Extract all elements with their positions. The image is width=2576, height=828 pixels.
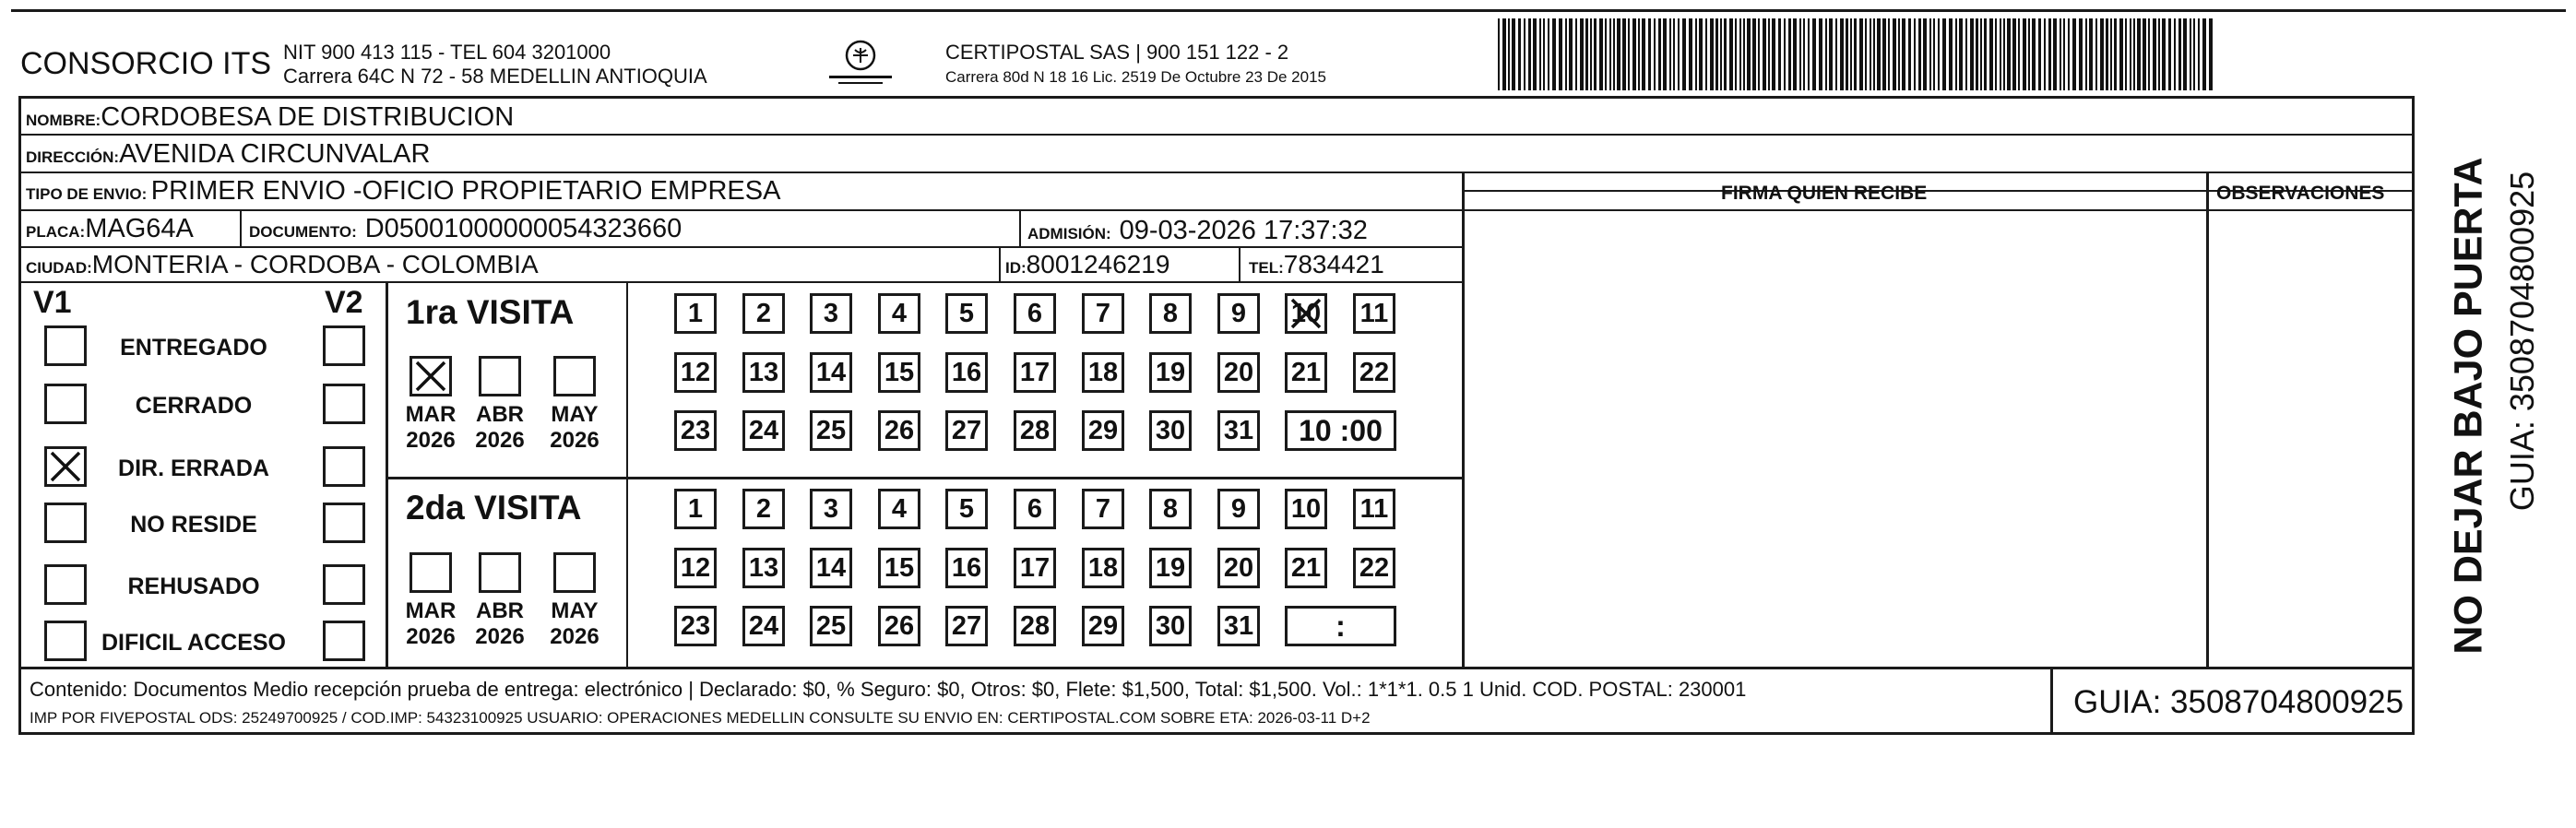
second-month-label: [468, 598, 532, 649]
second-day-cell[interactable]: [742, 489, 785, 529]
day-number: 3: [823, 493, 839, 524]
day-number: 10: [1290, 493, 1322, 524]
month-year: 2026: [475, 623, 525, 649]
company-nit: NIT 900 413 115 - TEL 604 3201000: [283, 41, 611, 64]
month-name: MAR: [405, 402, 457, 427]
first-day-cell[interactable]: [1014, 410, 1056, 451]
guia-box-border: [2050, 667, 2053, 735]
admision-value: 09-03-2026 17:37:32: [1119, 216, 1368, 245]
v1-checkbox[interactable]: [44, 621, 87, 661]
first-day-cell[interactable]: [1285, 352, 1327, 393]
footer-sep: [18, 667, 2415, 669]
second-day-cell[interactable]: [1217, 548, 1260, 588]
first-month-checkbox[interactable]: [410, 356, 452, 396]
day-number: 16: [951, 357, 982, 387]
first-month-checkbox[interactable]: [553, 356, 596, 396]
first-day-cell[interactable]: [674, 293, 717, 334]
first-day-cell[interactable]: [810, 293, 852, 334]
day-number: 12: [680, 552, 711, 583]
day-number: 26: [884, 610, 915, 641]
day-number: 20: [1223, 357, 1254, 387]
id-label: ID:: [1005, 259, 1027, 277]
day-number: 13: [748, 357, 779, 387]
day-number: 21: [1290, 552, 1322, 583]
first-day-cell[interactable]: [1149, 410, 1192, 451]
v2-checkbox[interactable]: [323, 564, 365, 605]
day-number: 23: [680, 415, 711, 445]
direccion-label: DIRECCIÓN:: [26, 148, 120, 166]
nombre-label: NOMBRE:: [26, 112, 101, 129]
month-name: MAY: [551, 598, 599, 623]
placa-field: [26, 216, 194, 242]
first-time-box[interactable]: [1285, 410, 1396, 451]
placa-sep: [240, 209, 242, 247]
day-number: 20: [1223, 552, 1254, 583]
day-number: 14: [815, 357, 847, 387]
carrier-license: Carrera 80d N 18 16 Lic. 2519 De Octubre 23 De 2015: [945, 68, 1326, 86]
v1-checkbox[interactable]: [44, 384, 87, 424]
second-day-cell[interactable]: [810, 548, 852, 588]
first-day-cell[interactable]: [1217, 410, 1260, 451]
day-number: 28: [1019, 415, 1051, 445]
month-year: 2026: [550, 623, 599, 649]
observaciones-label: OBSERVACIONES: [2216, 183, 2385, 204]
id-sep: [999, 246, 1001, 282]
company-address: Carrera 64C N 72 - 58 MEDELLIN ANTIOQUIA: [283, 65, 707, 88]
day-number: 3: [823, 298, 839, 328]
first-day-cell[interactable]: [1014, 293, 1056, 334]
day-number: 7: [1095, 298, 1111, 328]
day-number: 18: [1087, 357, 1119, 387]
v2-checkbox[interactable]: [323, 503, 365, 543]
second-day-cell[interactable]: [674, 606, 717, 646]
admision-label: ADMISIÓN:: [1027, 225, 1111, 242]
month-year: 2026: [550, 427, 599, 453]
day-number: 31: [1223, 610, 1254, 641]
first-day-cell[interactable]: [1082, 410, 1124, 451]
first-day-cell[interactable]: [1217, 352, 1260, 393]
second-month-checkbox[interactable]: [410, 552, 452, 593]
day-number: 4: [891, 298, 908, 328]
day-number: 9: [1230, 493, 1247, 524]
second-day-cell[interactable]: [1014, 548, 1056, 588]
day-number: 22: [1359, 552, 1390, 583]
day-number: 9: [1230, 298, 1247, 328]
day-number: 30: [1155, 610, 1186, 641]
day-number: 1: [687, 493, 704, 524]
day-number: 2: [755, 298, 772, 328]
second-day-cell[interactable]: [1217, 489, 1260, 529]
day-number: 8: [1162, 298, 1179, 328]
barcode: [1498, 18, 2217, 90]
first-month-checkbox[interactable]: [479, 356, 521, 396]
documento-field: [249, 216, 682, 242]
first-day-cell[interactable]: [810, 352, 852, 393]
v2-checkbox[interactable]: [323, 325, 365, 366]
day-number: 10: [1290, 298, 1322, 328]
month-name: ABR: [476, 402, 524, 427]
status-label: ENTREGADO: [120, 335, 267, 361]
footer-contenido: Contenido: Documentos Medio recepción prueba de entrega: electrónico | Declarado: $0, % Seguro: $0, Otros: $0, Flete: $1,500, Total: $1,500. Vol.: 1*1*1. 0.5 1 Unid. COD. POSTAL: 230001: [30, 678, 1747, 701]
ciudad-label: CIUDAD:: [26, 259, 92, 277]
second-day-cell[interactable]: [742, 548, 785, 588]
first-day-cell[interactable]: [945, 293, 988, 334]
month-year: 2026: [406, 623, 456, 649]
v1-label: V1: [33, 285, 72, 320]
tel-label: TEL:: [1249, 259, 1284, 277]
documento-label: DOCUMENTO:: [249, 223, 357, 241]
second-month-checkbox[interactable]: [553, 552, 596, 593]
first-day-cell[interactable]: [1353, 352, 1395, 393]
day-number: 16: [951, 552, 982, 583]
second-day-cell[interactable]: [1353, 489, 1395, 529]
day-number: 26: [884, 415, 915, 445]
day-number: 11: [1359, 493, 1389, 524]
ciudad-field: [26, 252, 539, 278]
firma-label: FIRMA QUIEN RECIBE: [1721, 183, 1928, 204]
first-day-cell[interactable]: [945, 410, 988, 451]
row-sep-4: [18, 246, 1462, 248]
day-number: 15: [884, 357, 915, 387]
second-day-cell[interactable]: [1014, 489, 1056, 529]
obs-left-border: [2206, 172, 2209, 668]
month-name: MAY: [551, 402, 599, 427]
frame-left: [18, 96, 21, 735]
id-field: [1005, 252, 1169, 278]
first-day-cell[interactable]: [1082, 293, 1124, 334]
v2-checkbox[interactable]: [323, 446, 365, 487]
day-number: 2: [755, 493, 772, 524]
month-name: MAR: [405, 598, 457, 623]
first-day-cell[interactable]: [742, 352, 785, 393]
status-label: REHUSADO: [127, 574, 260, 599]
second-day-cell[interactable]: [878, 489, 920, 529]
day-number: 13: [748, 552, 779, 583]
placa-value: MAG64A: [85, 214, 194, 243]
day-number: 6: [1027, 298, 1043, 328]
second-day-cell[interactable]: [1353, 548, 1395, 588]
first-day-cell[interactable]: [1149, 352, 1192, 393]
first-day-cell[interactable]: [1217, 293, 1260, 334]
visit-left-border: [386, 281, 388, 668]
second-day-cell[interactable]: [674, 489, 717, 529]
time-value: 10 :00: [1299, 414, 1383, 447]
month-year: 2026: [475, 427, 525, 453]
first-day-cell[interactable]: [1149, 293, 1192, 334]
visit-sep: [386, 477, 1462, 479]
day-number: 1: [687, 298, 704, 328]
row-sep-1: [18, 134, 2415, 136]
month-year: 2026: [406, 427, 456, 453]
second-day-cell[interactable]: [1285, 548, 1327, 588]
tel-value: 7834421: [1283, 250, 1384, 278]
first-visit-title: 1ra VISITA: [406, 293, 575, 331]
day-number: 15: [884, 552, 915, 583]
documento-value: D05001000000054323660: [364, 214, 683, 243]
second-month-label: [542, 598, 607, 649]
side-guia: GUIA: 3508704800925: [2503, 171, 2541, 512]
day-number: 30: [1155, 415, 1186, 445]
day-number: 7: [1095, 493, 1111, 524]
first-day-cell[interactable]: [878, 352, 920, 393]
second-day-cell[interactable]: [742, 606, 785, 646]
second-day-cell[interactable]: [1285, 489, 1327, 529]
first-day-cell[interactable]: [878, 293, 920, 334]
first-day-cell[interactable]: [1014, 352, 1056, 393]
tipo-envio-label: TIPO DE ENVIO:: [26, 185, 148, 203]
first-month-label: [542, 402, 607, 453]
v2-checkbox[interactable]: [323, 384, 365, 424]
v1-checkbox[interactable]: [44, 325, 87, 366]
visit-mid-border: [626, 281, 628, 668]
x-mark-icon: [1288, 296, 1324, 331]
status-label: DIFICIL ACCESO: [101, 630, 287, 656]
second-day-cell[interactable]: [674, 548, 717, 588]
status-label: DIR. ERRADA: [118, 455, 269, 481]
second-day-cell[interactable]: [945, 606, 988, 646]
second-day-cell[interactable]: [878, 548, 920, 588]
day-number: 6: [1027, 493, 1043, 524]
tel-field: [1249, 252, 1384, 278]
first-day-cell[interactable]: [810, 410, 852, 451]
day-number: 22: [1359, 357, 1390, 387]
second-day-cell[interactable]: [1014, 606, 1056, 646]
day-number: 12: [680, 357, 711, 387]
first-day-cell[interactable]: [674, 352, 717, 393]
second-day-cell[interactable]: [1149, 548, 1192, 588]
day-number: 19: [1155, 357, 1186, 387]
row-sep-2: [18, 172, 2415, 173]
nombre-value: CORDOBESA DE DISTRIBUCION: [101, 102, 515, 132]
day-number: 25: [815, 415, 847, 445]
first-day-cell[interactable]: [742, 293, 785, 334]
first-day-cell[interactable]: [1082, 352, 1124, 393]
admision-field: [1027, 218, 1368, 244]
second-day-cell[interactable]: [1082, 548, 1124, 588]
month-name: ABR: [476, 598, 524, 623]
second-month-checkbox[interactable]: [479, 552, 521, 593]
first-day-cell[interactable]: [878, 410, 920, 451]
direccion-field: [26, 141, 430, 168]
second-month-label: [398, 598, 463, 649]
second-day-cell[interactable]: [1082, 489, 1124, 529]
placa-label: PLACA:: [26, 223, 86, 241]
row-sep-5: [18, 281, 1462, 283]
first-day-cell[interactable]: [945, 352, 988, 393]
second-day-cell[interactable]: [1149, 606, 1192, 646]
status-label: CERRADO: [135, 393, 253, 419]
x-mark-icon: [412, 359, 449, 394]
tipo-envio-value: PRIMER ENVIO -OFICIO PROPIETARIO EMPRESA: [150, 176, 781, 206]
id-value: 8001246219: [1026, 250, 1170, 278]
day-number: 24: [748, 610, 779, 641]
row-sep-3: [18, 209, 2415, 211]
x-mark-icon: [47, 449, 84, 484]
top-rule: [11, 9, 2566, 12]
frame-top: [18, 96, 2415, 99]
v1-checkbox[interactable]: [44, 503, 87, 543]
day-number: 29: [1087, 415, 1119, 445]
second-day-cell[interactable]: [945, 489, 988, 529]
second-time-box[interactable]: [1285, 606, 1396, 646]
day-number: 28: [1019, 610, 1051, 641]
day-number: 5: [958, 298, 975, 328]
day-number: 4: [891, 493, 908, 524]
first-month-label: [468, 402, 532, 453]
day-number: 8: [1162, 493, 1179, 524]
first-day-cell[interactable]: [1285, 293, 1327, 334]
firma-left-border: [1462, 172, 1465, 668]
footer-guia: GUIA: 3508704800925: [2073, 684, 2404, 720]
first-day-cell[interactable]: [674, 410, 717, 451]
nombre-field: [26, 104, 514, 131]
direccion-value: AVENIDA CIRCUNVALAR: [119, 139, 431, 169]
v1-checkbox[interactable]: [44, 446, 87, 487]
carrier-name: CERTIPOSTAL SAS | 900 151 122 - 2: [945, 41, 1289, 64]
day-number: 23: [680, 610, 711, 641]
day-number: 17: [1019, 357, 1051, 387]
tipo-envio-field: [26, 178, 780, 205]
day-number: 31: [1223, 415, 1254, 445]
certipostal-logo: [824, 37, 897, 89]
day-number: 14: [815, 552, 847, 583]
day-number: 19: [1155, 552, 1186, 583]
v1-checkbox[interactable]: [44, 564, 87, 605]
day-number: 27: [951, 415, 982, 445]
v2-checkbox[interactable]: [323, 621, 365, 661]
second-day-cell[interactable]: [1217, 606, 1260, 646]
second-day-cell[interactable]: [810, 489, 852, 529]
day-number: 29: [1087, 610, 1119, 641]
frame-bottom: [18, 732, 2415, 735]
footer-imp: IMP POR FIVEPOSTAL ODS: 25249700925 / COD.IMP: 54323100925 USUARIO: OPERACIONES MEDELLIN CONSULTE SU ENVIO EN: CERTIPOSTAL.COM SOBRE ETA: 2026-03-11 D+2: [30, 709, 1371, 727]
first-day-cell[interactable]: [742, 410, 785, 451]
v2-label: V2: [325, 285, 363, 320]
side-warning: NO DEJAR BAJO PUERTA: [2446, 157, 2491, 655]
day-number: 18: [1087, 552, 1119, 583]
day-number: 24: [748, 415, 779, 445]
second-day-cell[interactable]: [945, 548, 988, 588]
day-number: 21: [1290, 357, 1322, 387]
day-number: 17: [1019, 552, 1051, 583]
second-day-cell[interactable]: [810, 606, 852, 646]
company-name: CONSORCIO ITS: [20, 46, 272, 81]
second-day-cell[interactable]: [878, 606, 920, 646]
second-day-cell[interactable]: [1149, 489, 1192, 529]
day-number: 5: [958, 493, 975, 524]
day-number: 11: [1359, 298, 1389, 328]
tel-sep: [1239, 246, 1241, 282]
admision-sep: [1019, 209, 1021, 247]
second-visit-title: 2da VISITA: [406, 489, 582, 526]
second-day-cell[interactable]: [1082, 606, 1124, 646]
day-number: 27: [951, 610, 982, 641]
time-value: :: [1335, 609, 1346, 643]
day-number: 25: [815, 610, 847, 641]
status-label: NO RESIDE: [130, 512, 257, 538]
ciudad-value: MONTERIA - CORDOBA - COLOMBIA: [91, 250, 539, 278]
first-day-cell[interactable]: [1353, 293, 1395, 334]
first-month-label: [398, 402, 463, 453]
